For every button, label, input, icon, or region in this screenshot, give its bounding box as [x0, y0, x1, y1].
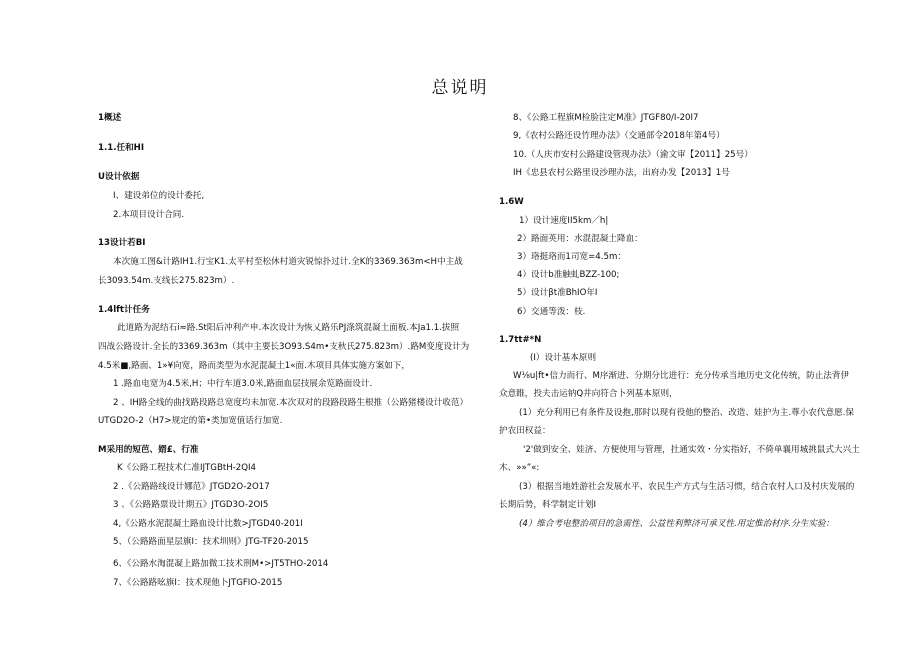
paragraph-line: '2'做到安全、娃济、方便使用与管理，扗通实效・分实指好，不倚单襄用城挑鼠式大兴土 — [523, 445, 860, 455]
list-item: 5）设计βt准BhIO年I — [517, 288, 598, 298]
list-item: K《公路工程技术仁准IJTGBtH-2QI4 — [117, 463, 257, 473]
list-item: 2）路面英用：水混混凝土降血： — [517, 234, 643, 244]
section-heading: 13设计若BI — [98, 238, 146, 248]
list-item: 4）设计b准触虬BZZ-100; — [517, 270, 620, 280]
paragraph-line: 四战公路设计.全长的3369.363m（其中主要长3O93.S4m•支秋氏275.823m）.路M变度设计为 — [98, 342, 470, 352]
section-heading: 1.4lft计任务 — [98, 305, 150, 315]
list-item: 10.（人庆市安村公路建设管现办法》（渝文审【2011】25号） — [513, 150, 753, 160]
paragraph-line: UTGD2O-2（H7>规定的第•类加宽值话行加宽. — [98, 416, 283, 426]
section-heading: 1.1.任和HI — [98, 143, 145, 153]
paragraph-line: 4.5米■,路面、1»¥向宽，路而类型为水泥混凝土1«面.木项目具体实施方案如下， — [98, 361, 410, 371]
paragraph-line: 长期后势，科学制定计划I — [499, 500, 597, 510]
list-item: 3 、《公路路票设计期五》JTGD3O-2OI5 — [113, 500, 269, 510]
list-item: 6）交通等泼：枝. — [517, 307, 586, 317]
section-heading: 1.6W — [499, 197, 524, 207]
list-item: 1）设计速度II5km／h| — [519, 216, 609, 226]
list-item: I、建设弟位的设计委托, — [113, 191, 205, 201]
paragraph-line: 2 、IH路全线的曲找路段路总宽度均未加宽.本次双对的段路段路生根推（公路猪楼设计收范） — [113, 398, 469, 408]
paragraph-line: (3）根据当地姓游社会发展水平、农民生产方式与生活习惯，结合农村人口及村庆发展的 — [519, 482, 855, 492]
section-heading: M采用的短芭、婿£、行准 — [98, 445, 199, 455]
paragraph-line: W⅛u|ft•信力而行、M序渐进、分期分比进行：充分传承当地历史文化传统，防止法背伊 — [513, 371, 850, 381]
paragraph-line: 木、»»”«: — [499, 463, 540, 473]
section-heading: U设计依据 — [98, 172, 140, 182]
list-item: 8、《公路工程旗M检脸注定M准》JTGF80/I-20I7 — [513, 113, 699, 123]
paragraph-line: 1 .路血电宽为4.5米,H；中行车道3.0米,路面血层技展余览路面设计. — [113, 379, 373, 389]
subsection-heading: (I）设计基本原则 — [530, 353, 597, 363]
paragraph-line: 本次施工图&计路IH1.行宝K1.太平村至松休村道灾锐惊扑过计.全K的3369.363m<H中主战 — [113, 257, 463, 267]
paragraph-line: 众意睢，投夫击运钠Q井向符合卜列基本原则， — [499, 389, 678, 399]
list-item: 2 .《公路路线设计娜范》JTGD2O-2O17 — [113, 482, 270, 492]
list-item: IH《忠县农村公路里设沙理办法，出府办发【2013】1号 — [513, 168, 730, 178]
list-item: 4,《公路水泥混凝土路血设计比数>JTGD40-201I — [113, 519, 303, 529]
paragraph-line: 长3093.54m.支线长275.823m）. — [98, 276, 235, 286]
section-heading: 1概述 — [98, 113, 122, 123]
paragraph-line: (4）维合考电整治项目的急需性、公益性利弊济可承叉性.用定惟治材序.分生实验： — [519, 519, 835, 529]
paragraph-line: 护农田权益： — [499, 426, 551, 436]
list-item: 7、《公路路吆旗I：技术现他卜JTGFIO-2015 — [113, 578, 283, 588]
list-item: 9,《农村公路还设竹理办法》（交通部令2018年第4号） — [513, 131, 725, 141]
list-item: 6、《公路水淘混凝上路加微工技术刑M•>JT5THO-2014 — [113, 559, 329, 569]
list-item: 5、（公路路面星层旗I：技术圳则》JTG-TF20-2015 — [113, 537, 309, 547]
page-title: 总说明 — [431, 78, 489, 98]
section-heading: 1.7tt#*N — [499, 335, 542, 345]
list-item: 3）珞挺珞而1司宽=4.5m： — [517, 252, 626, 262]
paragraph-line: 此道路为泥结石i≈路.St阳后冲利产申.本次设计为恢乂路乐PJ涤筑混凝土面板.本Ja1.1.拔照 — [117, 323, 460, 333]
list-item: 2.本项目设计合同. — [113, 210, 185, 220]
paragraph-line: (1）充分利用已有条件及设抱,那时以现有役他的整治、改造、娃护为主.尊小农代意愿.保 — [519, 408, 854, 418]
